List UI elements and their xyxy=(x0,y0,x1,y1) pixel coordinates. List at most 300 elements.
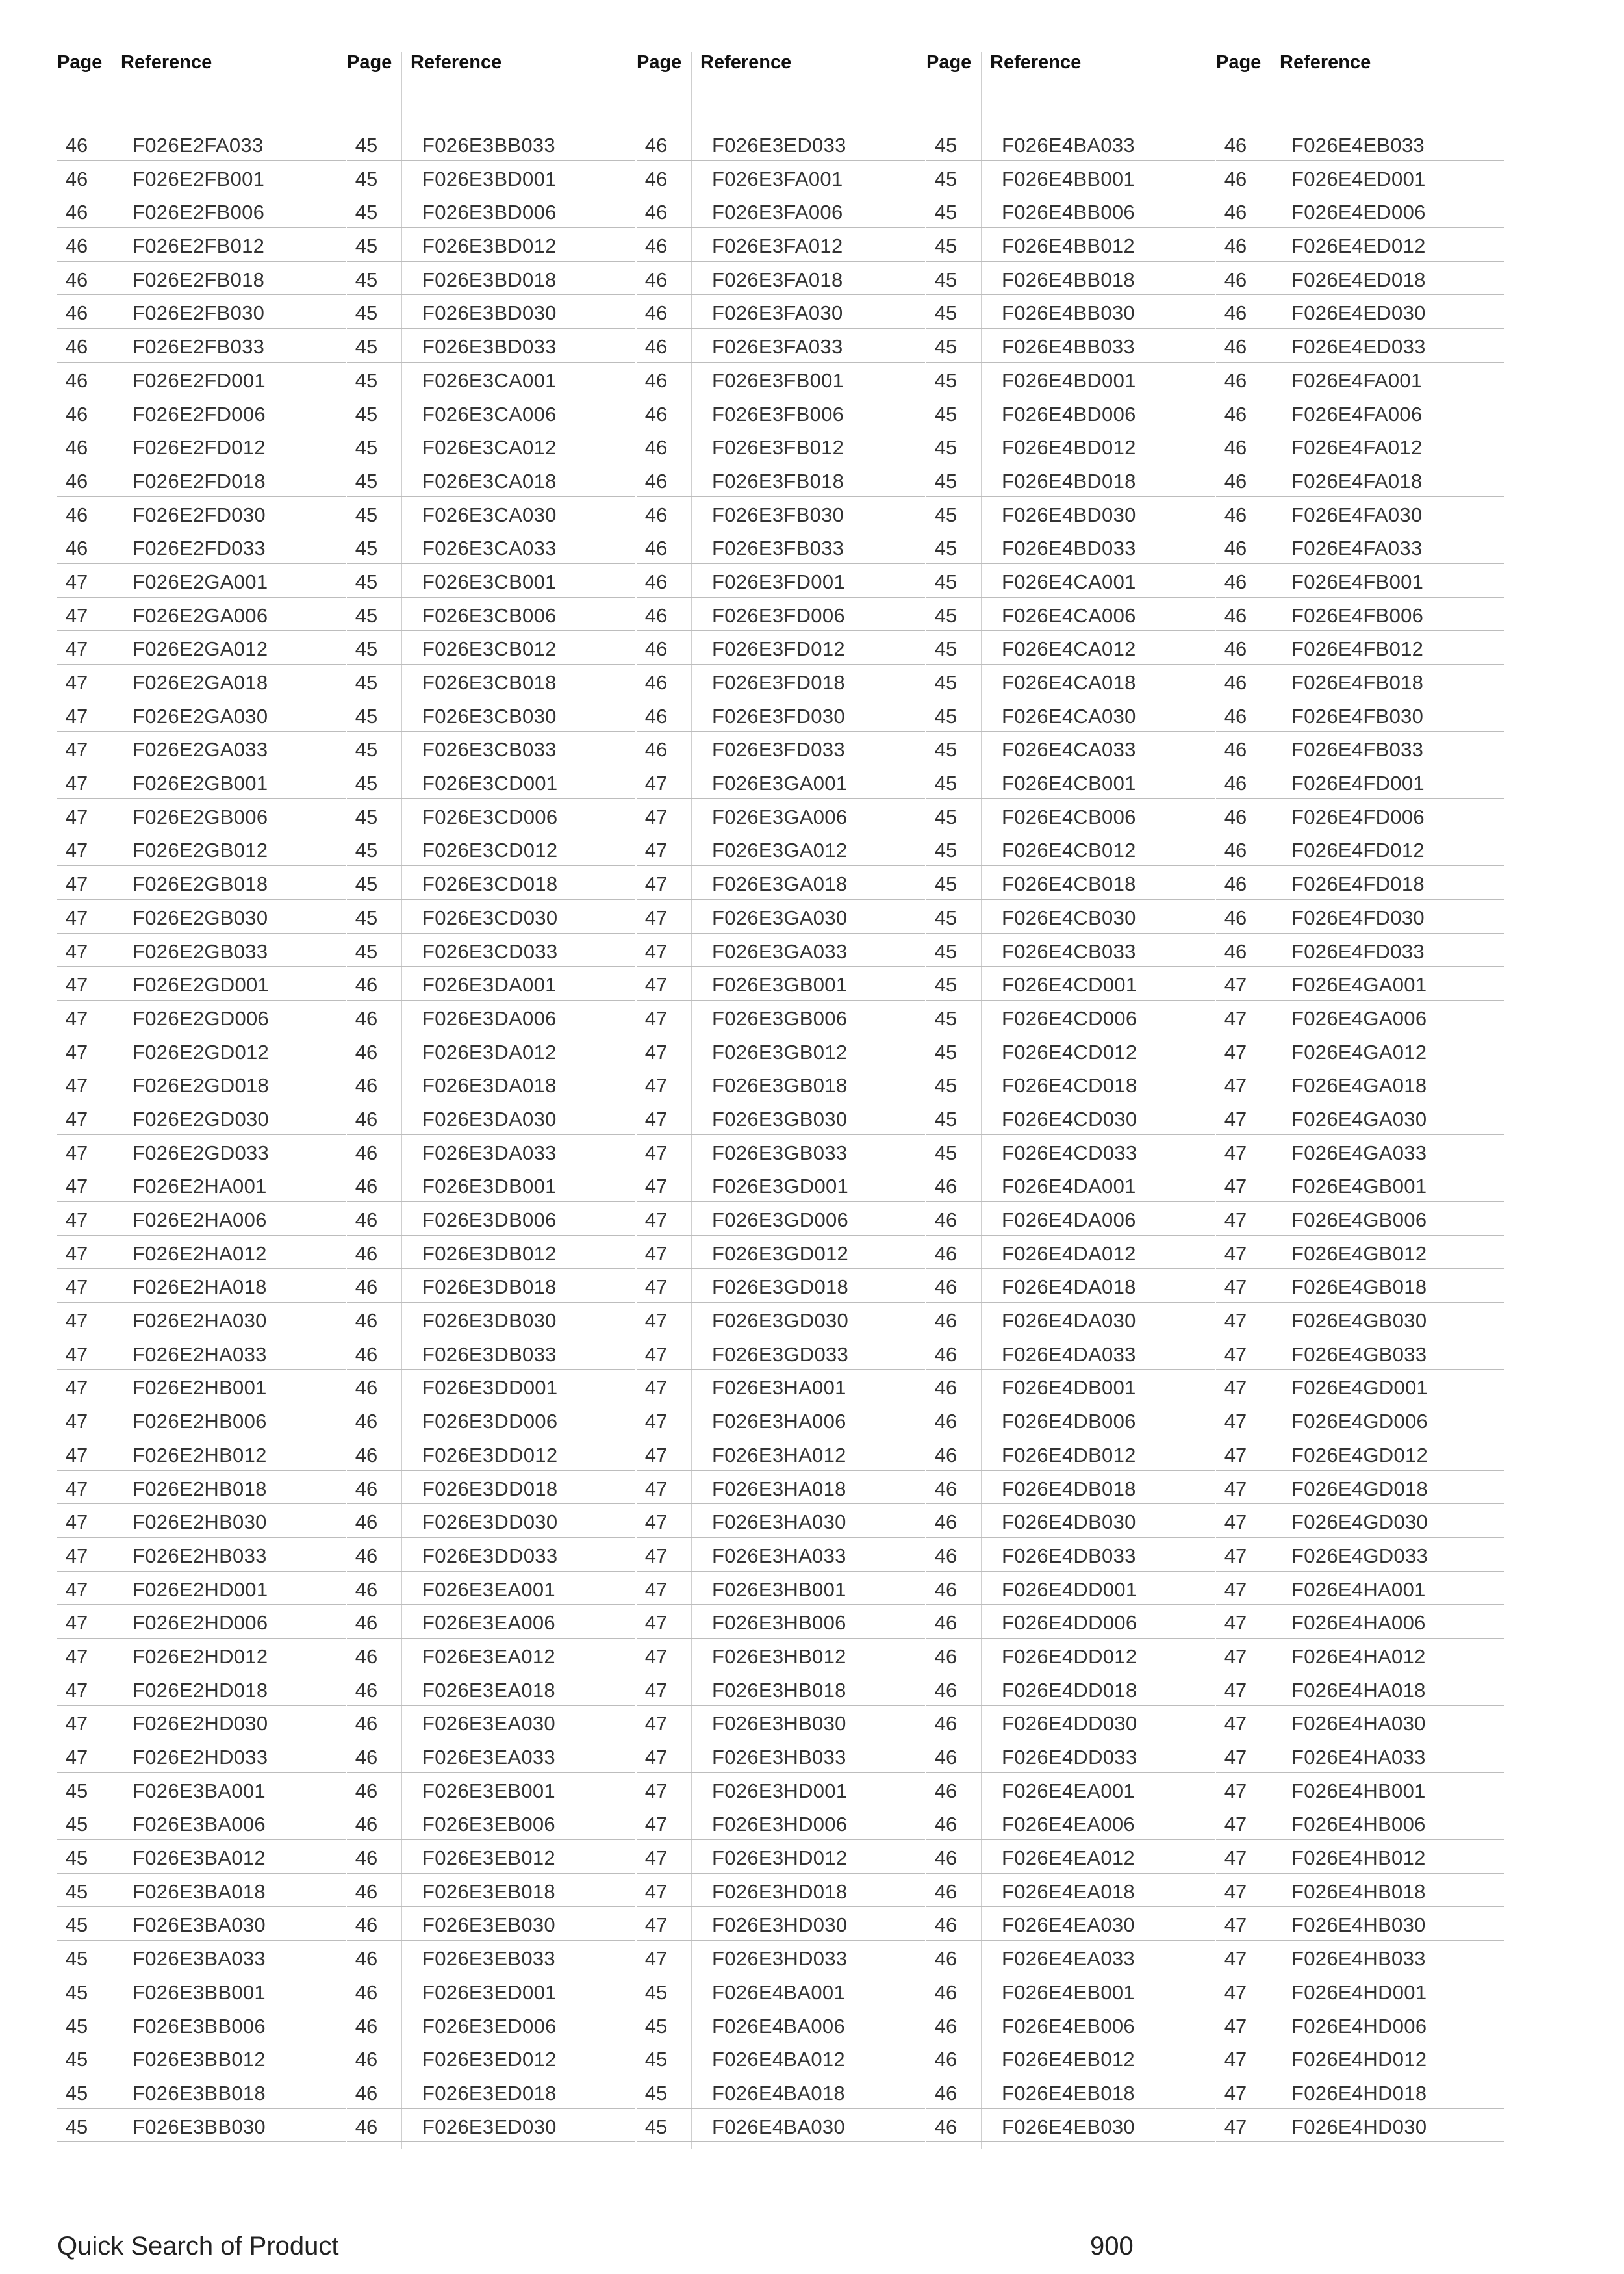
reference-cell: F026E2GA018 xyxy=(133,671,268,694)
table-row xyxy=(347,765,635,799)
header-page-label: Page xyxy=(637,52,682,73)
table-row xyxy=(1216,1168,1504,1202)
reference-cell: F026E4DB033 xyxy=(1002,1544,1136,1567)
page-number-cell: 46 xyxy=(934,1611,958,1635)
table-row xyxy=(347,832,635,866)
table-row xyxy=(926,1941,1215,1974)
page-number-cell: 47 xyxy=(65,637,88,661)
table-row xyxy=(926,732,1215,765)
page-number-cell: 45 xyxy=(934,134,958,157)
page-number-cell: 45 xyxy=(644,2115,668,2138)
table-row xyxy=(57,530,346,564)
page-number-cell: 45 xyxy=(934,201,958,224)
page-number-cell: 46 xyxy=(355,1779,378,1802)
page-number-cell: 46 xyxy=(1224,268,1247,291)
reference-cell: F026E3CA033 xyxy=(422,537,557,560)
reference-cell: F026E4CD033 xyxy=(1002,1141,1137,1164)
reference-cell: F026E2GD033 xyxy=(133,1141,270,1164)
page-number-cell: 47 xyxy=(65,1074,88,1097)
table-row xyxy=(1216,194,1504,228)
table-row xyxy=(926,1303,1215,1336)
table-row xyxy=(1216,1840,1504,1874)
reference-cell: F026E3EB001 xyxy=(422,1779,555,1802)
table-row xyxy=(1216,1773,1504,1807)
page-number-cell: 45 xyxy=(355,201,378,224)
table-row xyxy=(1216,530,1504,564)
table-row xyxy=(637,429,925,463)
table-row xyxy=(57,1437,346,1471)
table-row xyxy=(57,1504,346,1538)
table-row xyxy=(57,1907,346,1941)
page-number-cell: 45 xyxy=(65,1880,88,1903)
table-row xyxy=(347,1773,635,1807)
table-row xyxy=(637,530,925,564)
page-number-cell: 46 xyxy=(934,1846,958,1870)
table-row xyxy=(637,2075,925,2109)
table-row xyxy=(637,1471,925,1505)
reference-cell: F026E3CD033 xyxy=(422,939,558,963)
table-row xyxy=(926,1840,1215,1874)
page-number-cell: 47 xyxy=(644,1443,668,1466)
table-row xyxy=(347,866,635,900)
table-row xyxy=(57,329,346,363)
page-number-cell: 47 xyxy=(644,839,668,862)
reference-cell: F026E3CB012 xyxy=(422,637,557,661)
table-row xyxy=(637,564,925,598)
page-number-cell: 45 xyxy=(355,537,378,560)
reference-cell: F026E2GB001 xyxy=(133,772,268,795)
reference-cell: F026E4CA018 xyxy=(1002,671,1136,694)
table-row xyxy=(637,1572,925,1605)
table-row xyxy=(1216,665,1504,698)
reference-cell: F026E3FA006 xyxy=(712,201,843,224)
table-row xyxy=(926,1034,1215,1068)
table-row xyxy=(347,127,635,161)
page-number-cell: 47 xyxy=(1224,1006,1247,1030)
reference-cell: F026E3FD006 xyxy=(712,604,845,627)
table-row xyxy=(347,2041,635,2075)
reference-cell: F026E4BD012 xyxy=(1002,436,1136,459)
reference-cell: F026E4DD006 xyxy=(1002,1611,1137,1635)
page-number-cell: 45 xyxy=(934,537,958,560)
table-row xyxy=(637,698,925,732)
page-number-cell: 47 xyxy=(644,873,668,896)
page-number-cell: 47 xyxy=(1224,1242,1247,1265)
reference-cell: F026E3CA001 xyxy=(422,368,557,392)
page-number-cell: 46 xyxy=(355,1309,378,1333)
page-number-cell: 45 xyxy=(934,839,958,862)
page-number-cell: 47 xyxy=(1224,973,1247,997)
reference-cell: F026E3HA001 xyxy=(712,1376,846,1399)
header-reference-label: Reference xyxy=(700,52,792,73)
reference-cell: F026E4DD012 xyxy=(1002,1644,1137,1668)
table-row xyxy=(926,564,1215,598)
rows-container xyxy=(637,127,925,2142)
table-row xyxy=(926,967,1215,1001)
reference-cell: F026E3BA030 xyxy=(133,1913,266,1937)
page-number-cell: 45 xyxy=(355,637,378,661)
reference-cell: F026E3CB018 xyxy=(422,671,557,694)
reference-cell: F026E2GD030 xyxy=(133,1107,270,1131)
table-row xyxy=(1216,1706,1504,1739)
page-number-cell: 46 xyxy=(934,1678,958,1702)
reference-cell: F026E2GB033 xyxy=(133,939,268,963)
page-number-cell: 46 xyxy=(355,1678,378,1702)
page-number-cell: 47 xyxy=(65,1275,88,1299)
table-row xyxy=(637,1639,925,1672)
table-row xyxy=(926,429,1215,463)
table-row xyxy=(347,1370,635,1403)
reference-cell: F026E4HD006 xyxy=(1291,2014,1427,2038)
reference-cell: F026E4BB033 xyxy=(1002,335,1135,359)
page-number-cell: 46 xyxy=(355,1980,378,2004)
reference-cell: F026E4EA018 xyxy=(1002,1880,1135,1903)
table-row xyxy=(347,1941,635,1974)
table-row xyxy=(347,934,635,967)
page-number-cell: 46 xyxy=(934,1511,958,1534)
page-number-cell: 47 xyxy=(644,1544,668,1567)
reference-cell: F026E4DD030 xyxy=(1002,1712,1137,1735)
reference-cell: F026E2FA033 xyxy=(133,134,264,157)
reference-cell: F026E4DD033 xyxy=(1002,1746,1137,1769)
reference-cell: F026E4HD030 xyxy=(1291,2115,1427,2138)
reference-cell: F026E2FB030 xyxy=(133,301,265,325)
page-number-cell: 46 xyxy=(355,1644,378,1668)
reference-cell: F026E4GA030 xyxy=(1291,1107,1427,1131)
reference-cell: F026E3DB033 xyxy=(422,1342,557,1366)
reference-cell: F026E3GB006 xyxy=(712,1006,848,1030)
page-number-cell: 47 xyxy=(65,772,88,795)
page-number-cell: 46 xyxy=(65,537,88,560)
table-row xyxy=(1216,765,1504,799)
reference-cell: F026E3DA006 xyxy=(422,1006,557,1030)
table-row xyxy=(637,598,925,632)
page-number-cell: 46 xyxy=(644,704,668,728)
page-number-cell: 45 xyxy=(934,1107,958,1131)
reference-cell: F026E3GB030 xyxy=(712,1107,848,1131)
table-row xyxy=(1216,967,1504,1001)
table-row xyxy=(57,1001,346,1034)
page-number-cell: 47 xyxy=(1224,1813,1247,1836)
table-row xyxy=(1216,429,1504,463)
table-row xyxy=(926,1101,1215,1135)
reference-cell: F026E3DA033 xyxy=(422,1141,557,1164)
page-number-cell: 47 xyxy=(1224,1511,1247,1534)
table-row xyxy=(637,665,925,698)
page-number-cell: 46 xyxy=(65,469,88,492)
page-number-cell: 47 xyxy=(65,1477,88,1500)
table-row xyxy=(57,564,346,598)
reference-cell: F026E4BA012 xyxy=(712,2048,845,2071)
reference-cell: F026E3HD030 xyxy=(712,1913,848,1937)
page-number-cell: 45 xyxy=(934,1006,958,1030)
page-number-cell: 47 xyxy=(644,973,668,997)
table-row xyxy=(347,698,635,732)
reference-cell: F026E4HD001 xyxy=(1291,1980,1427,2004)
table-row xyxy=(1216,1336,1504,1370)
page-number-cell: 47 xyxy=(65,873,88,896)
table-row xyxy=(926,363,1215,396)
page-number-cell: 45 xyxy=(934,301,958,325)
table-row xyxy=(637,934,925,967)
reference-cell: F026E2HD018 xyxy=(133,1678,268,1702)
reference-cell: F026E4CB018 xyxy=(1002,873,1136,896)
table-row xyxy=(926,1672,1215,1706)
page-number-cell: 46 xyxy=(65,335,88,359)
table-row xyxy=(1216,396,1504,430)
table-row xyxy=(926,1773,1215,1807)
rows-container xyxy=(1216,127,1504,2142)
page-number-cell: 47 xyxy=(644,1913,668,1937)
page-number-cell: 47 xyxy=(65,973,88,997)
reference-cell: F026E4CA006 xyxy=(1002,604,1136,627)
table-row xyxy=(1216,329,1504,363)
page-number-cell: 47 xyxy=(644,1208,668,1231)
reference-cell: F026E3DB006 xyxy=(422,1208,557,1231)
header-reference-label: Reference xyxy=(990,52,1082,73)
reference-cell: F026E3DB012 xyxy=(422,1242,557,1265)
reference-cell: F026E3HA012 xyxy=(712,1443,846,1466)
reference-cell: F026E3FA012 xyxy=(712,235,843,258)
page-number-cell: 47 xyxy=(644,1006,668,1030)
reference-cell: F026E4DB012 xyxy=(1002,1443,1136,1466)
reference-cell: F026E3CD012 xyxy=(422,839,558,862)
table-row xyxy=(926,631,1215,665)
reference-cell: F026E3GD030 xyxy=(712,1309,849,1333)
page-number-cell: 47 xyxy=(1224,1107,1247,1131)
reference-cell: F026E3BB006 xyxy=(133,2014,266,2038)
reference-cell: F026E4BD001 xyxy=(1002,368,1136,392)
reference-cell: F026E4GA033 xyxy=(1291,1141,1427,1164)
page-number-cell: 47 xyxy=(644,1242,668,1265)
header-page-label: Page xyxy=(347,52,392,73)
page-number-cell: 47 xyxy=(65,1511,88,1534)
table-row xyxy=(637,1739,925,1773)
page-number-cell: 46 xyxy=(934,1779,958,1802)
reference-cell: F026E3FB033 xyxy=(712,537,844,560)
table-row xyxy=(637,1067,925,1101)
reference-cell: F026E3CD018 xyxy=(422,873,558,896)
page-number-cell: 45 xyxy=(644,2081,668,2104)
table-row xyxy=(57,698,346,732)
page-number-cell: 46 xyxy=(644,201,668,224)
page-number-cell: 45 xyxy=(934,704,958,728)
page-number-cell: 47 xyxy=(1224,1980,1247,2004)
table-row xyxy=(57,1840,346,1874)
page-number-cell: 46 xyxy=(355,1074,378,1097)
table-row xyxy=(1216,1303,1504,1336)
page-number-cell: 47 xyxy=(1224,1678,1247,1702)
page-number-cell: 46 xyxy=(1224,503,1247,526)
table-row xyxy=(926,2008,1215,2042)
reference-cell: F026E4DD018 xyxy=(1002,1678,1137,1702)
table-row xyxy=(926,1370,1215,1403)
table-row xyxy=(926,1269,1215,1303)
table-row xyxy=(637,1269,925,1303)
page-number-cell: 46 xyxy=(355,1611,378,1635)
reference-cell: F026E4DA018 xyxy=(1002,1275,1136,1299)
table-row xyxy=(57,295,346,329)
table-row xyxy=(926,598,1215,632)
page-number-cell: 47 xyxy=(644,1779,668,1802)
page-number-cell: 47 xyxy=(65,1376,88,1399)
page-number-cell: 45 xyxy=(355,402,378,426)
rows-container xyxy=(347,127,635,2142)
table-row xyxy=(926,1202,1215,1236)
page-number-cell: 46 xyxy=(934,1477,958,1500)
reference-cell: F026E4BD033 xyxy=(1002,537,1136,560)
table-row xyxy=(57,1202,346,1236)
table-row xyxy=(57,934,346,967)
reference-cell: F026E3BB001 xyxy=(133,1980,266,2004)
reference-cell: F026E4GB001 xyxy=(1291,1175,1427,1198)
page-number-cell: 45 xyxy=(934,671,958,694)
reference-cell: F026E3GA033 xyxy=(712,939,848,963)
table-row xyxy=(926,1504,1215,1538)
reference-cell: F026E2HA006 xyxy=(133,1208,267,1231)
page-number-cell: 46 xyxy=(644,738,668,761)
reference-cell: F026E3EB006 xyxy=(422,1813,555,1836)
table-row xyxy=(1216,1941,1504,1974)
page-number-cell: 46 xyxy=(934,1578,958,1601)
table-row xyxy=(926,2109,1215,2143)
header-reference-label: Reference xyxy=(411,52,502,73)
table-row xyxy=(1216,732,1504,765)
table-row xyxy=(57,1806,346,1840)
page-number-cell: 47 xyxy=(65,1006,88,1030)
table-row xyxy=(57,1135,346,1169)
table-row xyxy=(347,1269,635,1303)
page-number-cell: 47 xyxy=(65,1746,88,1769)
table-row xyxy=(347,665,635,698)
table-row xyxy=(57,1336,346,1370)
reference-cell: F026E3GD018 xyxy=(712,1275,849,1299)
rows-container xyxy=(57,127,346,2142)
page-number-cell: 46 xyxy=(355,1846,378,1870)
table-row xyxy=(1216,1907,1504,1941)
reference-cell: F026E2GA030 xyxy=(133,704,268,728)
page-number-cell: 45 xyxy=(355,704,378,728)
table-row xyxy=(637,1806,925,1840)
reference-cell: F026E4GD033 xyxy=(1291,1544,1428,1567)
reference-cell: F026E2FB012 xyxy=(133,235,265,258)
table-row xyxy=(926,2041,1215,2075)
page-number-cell: 46 xyxy=(1224,805,1247,828)
table-row xyxy=(57,832,346,866)
table-row xyxy=(926,2075,1215,2109)
reference-cell: F026E4DA030 xyxy=(1002,1309,1136,1333)
page-number-cell: 47 xyxy=(644,1678,668,1702)
reference-cell: F026E4DD001 xyxy=(1002,1578,1137,1601)
table-row xyxy=(637,127,925,161)
table-row xyxy=(347,1001,635,1034)
reference-cell: F026E3ED006 xyxy=(422,2014,557,2038)
page-number-cell: 47 xyxy=(644,805,668,828)
table-row xyxy=(926,1403,1215,1437)
table-row xyxy=(347,2075,635,2109)
page-number-cell: 45 xyxy=(65,1779,88,1802)
header-reference-label: Reference xyxy=(1280,52,1371,73)
table-row xyxy=(1216,228,1504,262)
reference-cell: F026E3ED033 xyxy=(712,134,846,157)
page-number-cell: 46 xyxy=(355,1376,378,1399)
table-row xyxy=(57,1739,346,1773)
reference-cell: F026E4CD012 xyxy=(1002,1040,1137,1064)
reference-cell: F026E3CA030 xyxy=(422,503,557,526)
table-row xyxy=(57,127,346,161)
reference-cell: F026E3FA030 xyxy=(712,301,843,325)
table-row xyxy=(637,262,925,296)
page-number-cell: 46 xyxy=(934,2048,958,2071)
reference-cell: F026E3HB001 xyxy=(712,1578,846,1601)
table-row xyxy=(1216,1403,1504,1437)
page-number-cell: 45 xyxy=(934,335,958,359)
page-number-cell: 46 xyxy=(355,1107,378,1131)
reference-cell: F026E3HD033 xyxy=(712,1947,848,1971)
page-number-cell: 45 xyxy=(934,1040,958,1064)
table-row xyxy=(637,631,925,665)
table-row xyxy=(57,396,346,430)
table-row xyxy=(347,799,635,833)
reference-cell: F026E3GD012 xyxy=(712,1242,849,1265)
reference-cell: F026E4HA033 xyxy=(1291,1746,1426,1769)
reference-cell: F026E4FA012 xyxy=(1291,436,1423,459)
table-row xyxy=(637,1538,925,1572)
reference-cell: F026E4CB030 xyxy=(1002,906,1136,929)
page-number-cell: 47 xyxy=(1224,1644,1247,1668)
table-row xyxy=(637,1672,925,1706)
table-row xyxy=(637,1202,925,1236)
reference-cell: F026E3HB012 xyxy=(712,1644,846,1668)
reference-cell: F026E3CD001 xyxy=(422,772,558,795)
table-row xyxy=(637,396,925,430)
reference-cell: F026E2GA012 xyxy=(133,637,268,661)
reference-cell: F026E2FD030 xyxy=(133,503,266,526)
page-number-cell: 45 xyxy=(934,503,958,526)
page-number-cell: 45 xyxy=(934,368,958,392)
reference-cell: F026E3FB001 xyxy=(712,368,844,392)
page-number-cell: 46 xyxy=(65,368,88,392)
table-row xyxy=(637,1135,925,1169)
page-number-cell: 47 xyxy=(644,1477,668,1500)
page-number-cell: 46 xyxy=(934,1275,958,1299)
table-row xyxy=(637,1370,925,1403)
reference-cell: F026E3HA018 xyxy=(712,1477,846,1500)
page-number-cell: 47 xyxy=(1224,1611,1247,1635)
page-number-cell: 45 xyxy=(934,570,958,593)
reference-cell: F026E4FA018 xyxy=(1291,469,1423,492)
reference-cell: F026E4CD001 xyxy=(1002,973,1137,997)
table-row xyxy=(57,1639,346,1672)
table-row xyxy=(637,2109,925,2143)
page-number-cell: 46 xyxy=(934,1410,958,1433)
reference-cell: F026E3CB001 xyxy=(422,570,557,593)
page-number-cell: 45 xyxy=(934,637,958,661)
reference-cell: F026E4BB030 xyxy=(1002,301,1135,325)
reference-cell: F026E4EB018 xyxy=(1002,2081,1135,2104)
reference-cell: F026E2FB001 xyxy=(133,167,265,190)
table-row xyxy=(1216,161,1504,195)
page-number-cell: 46 xyxy=(355,1006,378,1030)
reference-cell: F026E3BD033 xyxy=(422,335,557,359)
reference-cell: F026E4FA001 xyxy=(1291,368,1423,392)
table-row xyxy=(926,1471,1215,1505)
table-row xyxy=(347,1101,635,1135)
reference-cell: F026E4GD018 xyxy=(1291,1477,1428,1500)
page-number-cell: 47 xyxy=(65,1309,88,1333)
reference-cell: F026E4GA018 xyxy=(1291,1074,1427,1097)
reference-cell: F026E3FA001 xyxy=(712,167,843,190)
